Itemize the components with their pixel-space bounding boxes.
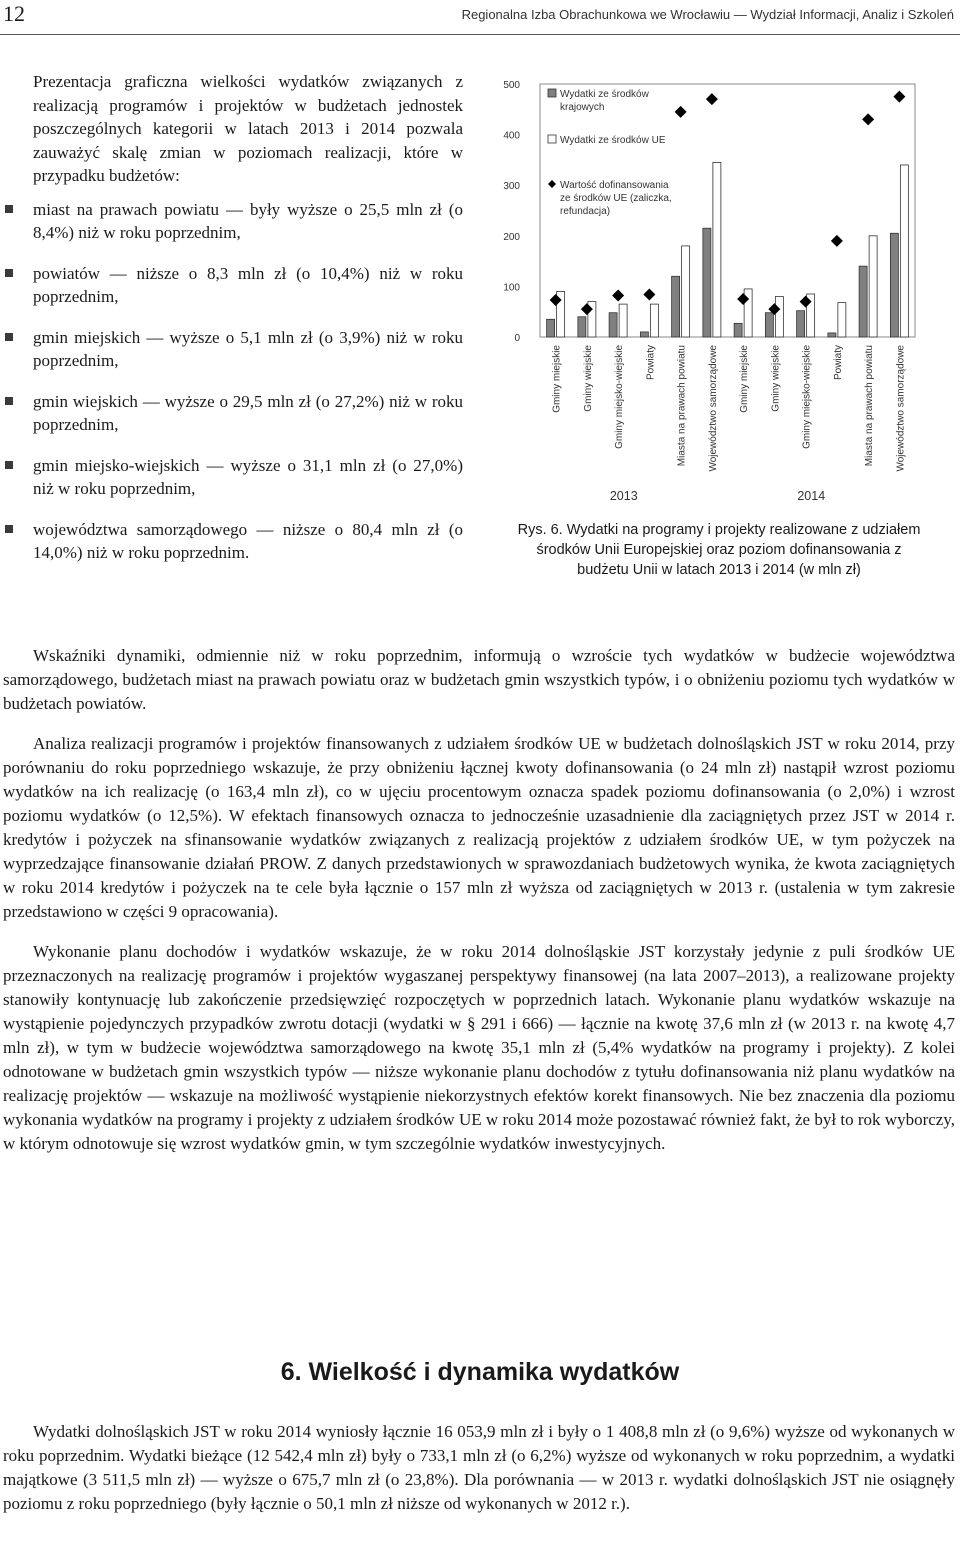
- bar-krajowe: [734, 323, 742, 337]
- legend-swatch-dofinansowanie: [548, 180, 556, 188]
- running-head: Regionalna Izba Obrachunkowa we Wrocławiu — Wydział Informacji, Analiz i Szkoleń: [461, 7, 954, 22]
- bullet-item: [3, 198, 463, 245]
- bullet-text: gmin miejsko-wiejskich — wyższe o 31,1 mln zł (o 27,0%) niż w roku poprzednim,: [33, 455, 463, 498]
- bar-krajowe: [859, 266, 867, 337]
- header-rule: [0, 34, 960, 35]
- bar-krajowe: [828, 333, 836, 337]
- section-text: [3, 1420, 955, 1516]
- y-tick-label: 0: [514, 333, 520, 344]
- legend-label: Wartość dofinansowania: [560, 180, 669, 191]
- bullet-item: [3, 326, 463, 373]
- bullet-item: [3, 454, 463, 501]
- bullet-list: [3, 198, 463, 565]
- marker-dofinansowanie: [643, 288, 655, 300]
- bullet-text: powiatów — niższe o 8,3 mln zł (o 10,4%) niż w roku poprzednim,: [33, 263, 463, 306]
- bullet-text: województwa samorządowego — niższe o 80,4 mln zł (o 14,0%) niż w roku poprzednim.: [33, 519, 463, 562]
- marker-dofinansowanie: [675, 106, 687, 118]
- y-tick-label: 200: [503, 231, 520, 243]
- bullet-text: miast na prawach powiatu — były wyższe o 25,5 mln zł (o 8,4%) niż w roku poprzednim,: [33, 199, 463, 242]
- bar-krajowe: [703, 228, 711, 337]
- bar-krajowe: [609, 313, 617, 337]
- paragraph: Wskaźniki dynamiki, odmiennie niż w roku poprzednim, informują o wzroście tych wydatków w budżecie województwa samorządowego, budżetach miast na prawach powiatu oraz w budżetach gmin wszystkich typów, i o obniżeniu poziomu tych wydatków w budżetach powiatów.: [3, 646, 955, 713]
- legend-label: krajowych: [560, 102, 605, 113]
- group-label: 2014: [797, 489, 826, 503]
- paragraph: Wykonanie planu dochodów i wydatków wskazuje, że w roku 2014 dolnośląskie JST korzystały jedynie z puli środków UE przeznaczonych na realizację programów i projektów wygaszanej perspektywy finansowej (na lata 2007–2013), a realizowane projekty stanowiły kontynuację lub zakończenie przedsięwzięć rozpoczętych w poprzednich latach. Wykonanie planu wydatków wskazuje na wystąpienie pojedynczych przypadków zwrotu dotacji (wydatki w § 291 i 666) — łącznie na kwotę 37,6 mln zł (w 2013 r. na kwotę 4,7 mln zł), w tym w budżecie województwa samorządowego na kwotę 35,1 mln zł (5,4% wydatków na programy i projekty). Z kolei odnotowane w budżetach gmin wszystkich typów — niższe wykonanie planu dochodów z tytułu dofinansowania niż planu wydatków na realizację projektów — wskazuje na możliwość wystąpienie niekorzystnych efektów korekt finansowych. Nie bez znaczenia dla poziomu wykonania wydatków na programy i projekty z udziałem środków UE w roku 2014 może pozostawać również fakt, że był to rok wyborczy, w którym odnotowuje się wzrost wydatków gmin, w tym szczególnie wydatków inwestycyjnych.: [3, 942, 955, 1153]
- category-label: Gminy wiejskie: [582, 345, 594, 412]
- eu-projects-chart: [490, 72, 960, 512]
- bar-krajowe: [640, 332, 648, 337]
- square-bullet-icon: [5, 269, 13, 277]
- bullet-item: [3, 262, 463, 309]
- marker-dofinansowanie: [706, 93, 718, 105]
- category-label: Powiaty: [645, 345, 657, 381]
- legend-swatch-ue: [548, 135, 556, 143]
- section-title: 6. Wielkość i dynamika wydatków: [280, 1358, 680, 1386]
- page-number: 12: [3, 1, 25, 26]
- bullet-item: [3, 390, 463, 437]
- body-text: [3, 644, 955, 1172]
- bar-ue: [775, 297, 783, 337]
- category-label: Powiaty: [832, 345, 844, 381]
- figure-caption: Rys. 6. Wydatki na programy i projekty realizowane z udziałem środków Unii Europejskiej oraz poziom dofinansowania z budżetu Unii w latach 2013 i 2014 (w mln zł): [517, 522, 921, 578]
- legend-label: Wydatki ze środków: [560, 89, 649, 100]
- bar-ue: [838, 303, 846, 337]
- square-bullet-icon: [5, 461, 13, 469]
- y-tick-label: 300: [503, 181, 520, 193]
- square-bullet-icon: [5, 525, 13, 533]
- square-bullet-icon: [5, 333, 13, 341]
- square-bullet-icon: [5, 205, 13, 213]
- category-label: Gminy miejskie: [551, 345, 563, 413]
- category-label: Gminy wiejskie: [770, 345, 782, 412]
- bar-ue: [713, 162, 721, 337]
- marker-dofinansowanie: [862, 113, 874, 125]
- bar-krajowe: [890, 233, 898, 337]
- page-header: [0, 0, 960, 36]
- bar-ue: [900, 165, 908, 337]
- bar-krajowe: [547, 319, 555, 337]
- category-label: Gminy miejsko-wiejskie: [801, 345, 813, 449]
- legend-label: ze środków UE (zaliczka,: [560, 193, 672, 204]
- bullet-text: gmin wiejskich — wyższe o 29,5 mln zł (o 27,2%) niż w roku poprzednim,: [33, 391, 463, 434]
- category-label: Gminy miejskie: [739, 345, 751, 413]
- category-label: Województwo samorządowe: [707, 345, 719, 472]
- category-label: Miasta na prawach powiatu: [676, 345, 688, 467]
- square-bullet-icon: [5, 397, 13, 405]
- y-tick-label: 100: [503, 282, 520, 294]
- bar-krajowe: [672, 276, 680, 337]
- paragraph: Wydatki dolnośląskich JST w roku 2014 wyniosły łącznie 16 053,9 mln zł i były o 1 408,8 mln zł (o 9,6%) wyższe od wykonanych w roku poprzednim. Wydatki bieżące (12 542,4 mln zł) były o 733,1 mln zł (o 6,2%) wyższe od wykonanych w roku poprzednim, a wydatki majątkowe (3 511,5 mln zł) — wyższe o 675,7 mln zł (o 23,8%). Dla porównania — w 2013 r. wydatki dolnośląskich JST nie osiągnęły poziomu z roku poprzedniego (były łącznie o 50,1 mln zł niższe od wykonanych w 2012 r.).: [3, 1422, 955, 1513]
- bar-krajowe: [578, 317, 586, 337]
- category-label: Gminy miejsko-wiejskie: [614, 345, 626, 449]
- marker-dofinansowanie: [893, 91, 905, 103]
- legend-label: refundacja): [560, 206, 611, 217]
- marker-dofinansowanie: [831, 235, 843, 247]
- y-tick-label: 500: [503, 80, 520, 91]
- bar-ue: [869, 236, 877, 337]
- category-label: Miasta na prawach powiatu: [864, 345, 876, 467]
- bar-ue: [619, 304, 627, 337]
- intro-paragraph: Prezentacja graficzna wielkości wydatków związanych z realizacją programów i projektów w budżetach jednostek poszczególnych kategorii w latach 2013 i 2014 pozwala zauważyć skalę zmian w poziomach realizacji, które w przypadku budżetów:: [33, 72, 463, 185]
- bar-ue: [650, 304, 658, 337]
- bullet-text: gmin miejskich — wyższe o 5,1 mln zł (o 3,9%) niż w roku poprzednim,: [33, 327, 463, 370]
- group-label: 2013: [609, 489, 638, 503]
- y-tick-label: 400: [503, 130, 520, 142]
- bar-ue: [682, 246, 690, 337]
- paragraph: Analiza realizacji programów i projektów finansowanych z udziałem środków UE w budżetach dolnośląskich JST w roku 2014, przy porównaniu do roku poprzedniego wskazuje, że przy obniżeniu łącznej kwoty dofinansowania (o 24 mln zł) nastąpił wzrost poziomu wydatków na ich realizację (o 163,4 mln zł), co w ujęciu procentowym oznacza spadek poziomu dofinansowania (o 2,0%) i wzrost poziomu wydatków (o 12,5%). W efektach finansowych oznacza to jednocześnie uzasadnienie dla zaciągniętych przez JST w 2014 r. kredytów i pożyczek na sfinansowanie wydatków związanych z realizacją projektów z udziałem środków UE, w tym pożyczek na wyprzedzające finansowanie działań PROW. Z danych przedstawionych w sprawozdaniach budżetowych wynika, że kwota zaciągniętych w roku 2014 kredytów i pożyczek na te cele była łącznie o 157 mln zł wyższa od zaciągniętych w 2013 r. (ustalenia w tym zakresie przedstawiono w części 9 opracowania).: [3, 734, 955, 921]
- left-column: [3, 70, 463, 582]
- legend-label: Wydatki ze środków UE: [560, 135, 666, 146]
- bar-krajowe: [765, 313, 773, 337]
- legend-swatch-krajowe: [548, 89, 556, 97]
- category-label: Województwo samorządowe: [895, 345, 907, 472]
- bar-krajowe: [797, 311, 805, 337]
- marker-dofinansowanie: [612, 290, 624, 302]
- bullet-item: [3, 518, 463, 565]
